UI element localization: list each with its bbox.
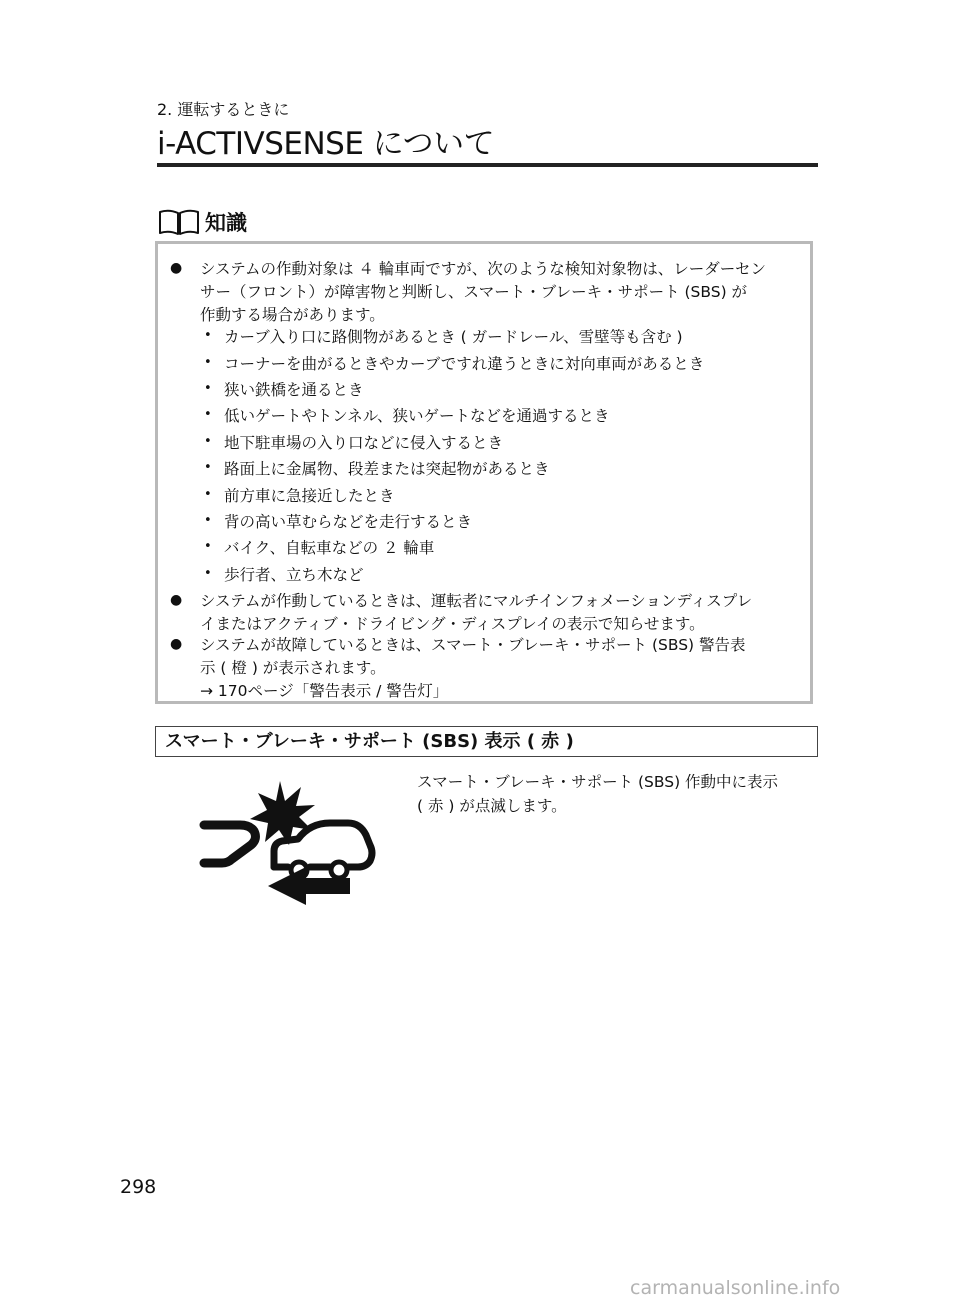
sbs-indicator-icon: [198, 775, 380, 908]
list-item: コーナーを曲がるときやカーブですれ違うときに対向車両があるとき: [224, 355, 705, 373]
page-title: i-ACTIVSENSE について: [157, 126, 495, 162]
sub-bullet: •: [204, 460, 212, 475]
page-reference-link[interactable]: → 170ページ「警告表示 / 警告灯」: [200, 682, 449, 700]
watermark: carmanualsonline.info: [630, 1277, 841, 1299]
list-item: カーブ入り口に路側物があるとき ( ガードレール、雪壁等も含む ): [224, 328, 683, 346]
sbs-description: [417, 770, 778, 818]
open-book-icon: [157, 208, 201, 236]
sbs-desc-line: スマート・ブレーキ・サポート (SBS) 作動中に表示: [417, 773, 779, 791]
list-item: システムが故障しているときは、スマート・ブレーキ・サポート (SBS) 警告表: [200, 636, 746, 654]
sub-bullet: •: [204, 487, 212, 502]
list-item: 低いゲートやトンネル、狭いゲートなどを通過するとき: [224, 407, 610, 425]
sub-bullet: •: [204, 328, 212, 343]
sbs-section-heading: スマート・ブレーキ・サポート (SBS) 表示 ( 赤 ): [155, 726, 818, 757]
list-item: 地下駐車場の入り口などに侵入するとき: [224, 434, 504, 452]
list-item: イまたはアクティブ・ドライビング・ディスプレイの表示で知らせます。: [200, 615, 705, 633]
page-number: 298: [120, 1176, 157, 1198]
list-item: サー（フロント）が障害物と判断し、スマート・ブレーキ・サポート (SBS) が: [200, 283, 748, 301]
list-item: 狭い鉄橋を通るとき: [224, 381, 364, 399]
list-item: 背の高い草むらなどを走行するとき: [224, 513, 473, 531]
list-item: 示 ( 橙 ) が表示されます。: [200, 659, 386, 677]
bullet-dot: ●: [170, 636, 183, 652]
knowledge-title: 知識: [205, 211, 247, 235]
bullet-dot: ●: [170, 260, 183, 276]
list-item: 前方車に急接近したとき: [224, 487, 395, 505]
title-rule: [157, 163, 818, 167]
sub-bullet: •: [204, 566, 212, 581]
sub-bullet: •: [204, 513, 212, 528]
list-item: 歩行者、立ち木など: [224, 566, 364, 584]
list-item: バイク、自転車などの ２ 輪車: [224, 539, 435, 557]
sbs-desc-line: ( 赤 ) が点滅します。: [417, 797, 567, 815]
list-item: 作動する場合があります。: [200, 306, 385, 324]
section-label: 2. 運転するときに: [157, 100, 290, 119]
knowledge-heading: [157, 207, 247, 237]
list-item: 路面上に金属物、段差または突起物があるとき: [224, 460, 550, 478]
sub-bullet: •: [204, 539, 212, 554]
sub-bullet: •: [204, 434, 212, 449]
sub-bullet: •: [204, 407, 212, 422]
list-item: システムの作動対象は ４ 輪車両ですが、次のような検知対象物は、レーダーセン: [200, 260, 766, 278]
sub-bullet: •: [204, 355, 212, 370]
sub-bullet: •: [204, 381, 212, 396]
bullet-dot: ●: [170, 592, 183, 608]
list-item: システムが作動しているときは、運転者にマルチインフォメーションディスプレ: [200, 592, 753, 610]
